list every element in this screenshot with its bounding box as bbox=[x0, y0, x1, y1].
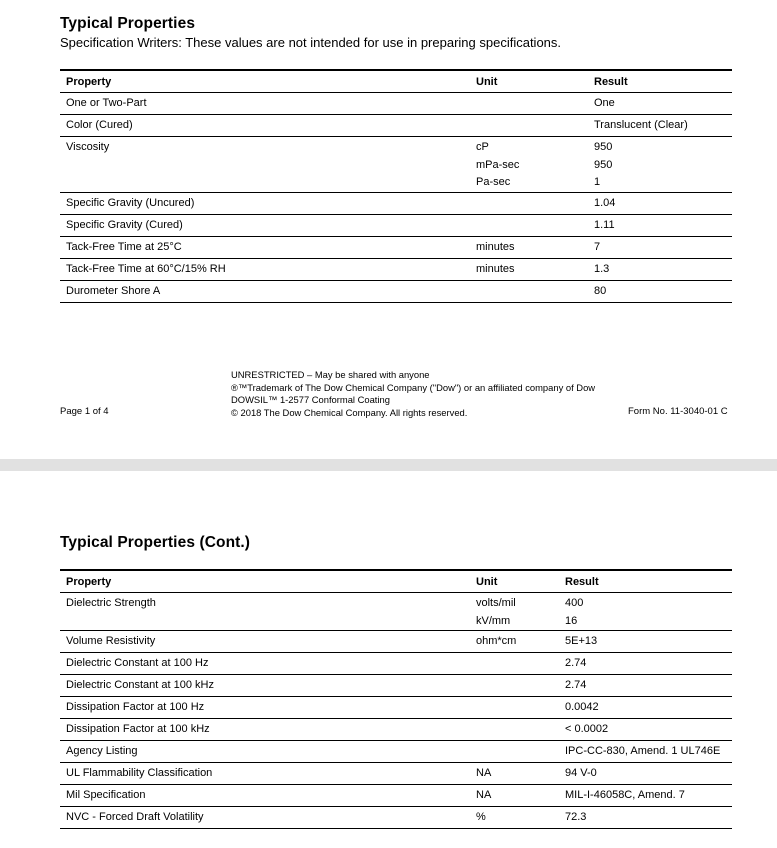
result-cell bbox=[588, 258, 732, 280]
table-row bbox=[60, 763, 732, 785]
table-row bbox=[60, 653, 732, 675]
result-value: 400 bbox=[565, 597, 584, 609]
properties-table bbox=[60, 569, 732, 829]
result-value: 1.04 bbox=[594, 196, 616, 209]
table-row bbox=[60, 719, 732, 741]
result-cell bbox=[559, 631, 732, 653]
result-value: 2.74 bbox=[565, 657, 587, 669]
page-title: Typical Properties (Cont.) bbox=[60, 534, 251, 551]
result-cell bbox=[588, 115, 732, 137]
property-cell: Dielectric Constant at 100 Hz bbox=[60, 653, 470, 675]
unit-cell bbox=[470, 785, 559, 807]
property-cell: Tack-Free Time at 25°C bbox=[60, 236, 470, 258]
unit-value: minutes bbox=[476, 262, 515, 275]
result-value: 80 bbox=[594, 284, 607, 297]
unit-cell bbox=[470, 697, 559, 719]
property-cell: Dielectric Constant at 100 kHz bbox=[60, 675, 470, 697]
trademark-notice: ®™Trademark of The Dow Chemical Company ("Dow") or an affiliated company of Dow bbox=[231, 381, 596, 393]
unit-value: Pa-sec bbox=[476, 176, 511, 188]
form-number: Form No. 11-3040-01 C bbox=[628, 406, 728, 417]
unit-cell bbox=[470, 280, 588, 302]
result-value: 1.3 bbox=[594, 262, 610, 275]
unit-cell bbox=[470, 741, 559, 763]
table-row bbox=[60, 258, 732, 280]
table-row bbox=[60, 741, 732, 763]
result-value: 1 bbox=[594, 176, 601, 188]
result-value: One bbox=[594, 97, 615, 109]
unit-cell bbox=[470, 115, 588, 137]
table-header-row bbox=[60, 570, 732, 593]
unit-value: volts/mil bbox=[476, 597, 516, 609]
unit-column-header: Unit bbox=[470, 70, 588, 93]
property-cell: Color (Cured) bbox=[60, 115, 470, 137]
property-cell: One or Two-Part bbox=[60, 93, 470, 115]
unit-cell bbox=[470, 631, 559, 653]
property-cell: Mil Specification bbox=[60, 785, 470, 807]
result-value: 1.11 bbox=[594, 218, 615, 231]
table-row bbox=[60, 785, 732, 807]
result-value: < 0.0002 bbox=[565, 723, 609, 735]
property-cell: Dissipation Factor at 100 Hz bbox=[60, 697, 470, 719]
unit-value: minutes bbox=[476, 240, 515, 253]
property-column-header: Property bbox=[60, 570, 470, 593]
table-row bbox=[60, 807, 732, 829]
table-row bbox=[60, 631, 732, 653]
property-column-header: Property bbox=[60, 70, 470, 93]
unit-cell bbox=[470, 675, 559, 697]
unit-cell bbox=[470, 807, 559, 829]
table-row bbox=[60, 115, 732, 137]
unit-value: mPa-sec bbox=[476, 158, 520, 171]
unit-cell bbox=[470, 214, 588, 236]
page-subtitle: Specification Writers: These values are not intended for use in preparing specifications. bbox=[60, 35, 562, 50]
product-name: DOWSIL™ 1-2577 Conformal Coating bbox=[231, 394, 390, 405]
unit-value: % bbox=[476, 811, 486, 823]
table-row bbox=[60, 93, 732, 115]
property-cell: Dielectric Strength bbox=[60, 593, 470, 631]
unit-value: cP bbox=[476, 141, 489, 153]
result-value: 16 bbox=[565, 614, 578, 627]
unit-cell bbox=[470, 258, 588, 280]
result-cell bbox=[588, 93, 732, 115]
result-value: IPC-CC-830, Amend. 1 UL746E bbox=[565, 745, 721, 757]
result-cell bbox=[588, 280, 732, 302]
unit-cell bbox=[470, 93, 588, 115]
unrestricted-notice: UNRESTRICTED – May be shared with anyone bbox=[231, 369, 430, 380]
unit-value: kV/mm bbox=[476, 614, 511, 627]
result-cell bbox=[559, 763, 732, 785]
result-cell bbox=[559, 653, 732, 675]
table-row bbox=[60, 593, 732, 631]
property-cell: Agency Listing bbox=[60, 741, 470, 763]
table-row bbox=[60, 280, 732, 302]
unit-value: ohm*cm bbox=[476, 635, 517, 647]
property-cell: Tack-Free Time at 60°C/15% RH bbox=[60, 258, 470, 280]
property-cell: Durometer Shore A bbox=[60, 280, 470, 302]
result-value: Translucent (Clear) bbox=[594, 119, 688, 131]
result-cell bbox=[559, 741, 732, 763]
unit-value: NA bbox=[476, 767, 492, 779]
property-cell: NVC - Forced Draft Volatility bbox=[60, 807, 470, 829]
table-row bbox=[60, 192, 732, 214]
property-cell: Viscosity bbox=[60, 137, 470, 193]
property-cell: Dissipation Factor at 100 kHz bbox=[60, 719, 470, 741]
result-value: 0.0042 bbox=[565, 701, 599, 713]
result-cell bbox=[559, 719, 732, 741]
table-row bbox=[60, 236, 732, 258]
result-value: 94 V-0 bbox=[565, 767, 597, 779]
result-value: 7 bbox=[594, 240, 601, 253]
result-cell bbox=[588, 236, 732, 258]
page-separator bbox=[0, 459, 777, 471]
table-row bbox=[60, 214, 732, 236]
properties-table bbox=[60, 69, 732, 303]
result-value: 72.3 bbox=[565, 811, 587, 823]
result-cell bbox=[559, 675, 732, 697]
unit-column-header: Unit bbox=[470, 570, 559, 593]
document-page-2 bbox=[0, 471, 777, 848]
unit-cell bbox=[470, 192, 588, 214]
result-column-header: Result bbox=[588, 70, 732, 93]
result-cell bbox=[588, 214, 732, 236]
result-value: 5E+13 bbox=[565, 635, 598, 647]
result-column-header: Result bbox=[559, 570, 732, 593]
unit-value: NA bbox=[476, 789, 492, 801]
result-cell bbox=[588, 192, 732, 214]
table-row bbox=[60, 697, 732, 719]
unit-cell bbox=[470, 593, 559, 631]
copyright-notice: © 2018 The Dow Chemical Company. All rights reserved. bbox=[231, 406, 468, 418]
property-cell: Specific Gravity (Uncured) bbox=[60, 192, 470, 214]
result-value: 950 bbox=[594, 141, 613, 153]
footer-legal-note bbox=[231, 369, 596, 419]
table-header-row bbox=[60, 70, 732, 93]
table-row bbox=[60, 675, 732, 697]
unit-cell bbox=[470, 763, 559, 785]
result-value: MIL-I-46058C, Amend. 7 bbox=[565, 789, 685, 801]
unit-cell bbox=[470, 653, 559, 675]
property-cell: UL Flammability Classification bbox=[60, 763, 470, 785]
result-cell bbox=[588, 137, 732, 193]
table-row bbox=[60, 137, 732, 193]
result-value: 950 bbox=[594, 158, 613, 171]
result-cell bbox=[559, 807, 732, 829]
result-cell bbox=[559, 697, 732, 719]
page-title: Typical Properties bbox=[60, 15, 196, 32]
result-cell bbox=[559, 593, 732, 631]
unit-cell bbox=[470, 137, 588, 193]
result-cell bbox=[559, 785, 732, 807]
property-cell: Specific Gravity (Cured) bbox=[60, 214, 470, 236]
unit-cell bbox=[470, 236, 588, 258]
page-number: Page 1 of 4 bbox=[60, 406, 109, 417]
unit-cell bbox=[470, 719, 559, 741]
property-cell: Volume Resistivity bbox=[60, 631, 470, 653]
result-value: 2.74 bbox=[565, 679, 587, 691]
